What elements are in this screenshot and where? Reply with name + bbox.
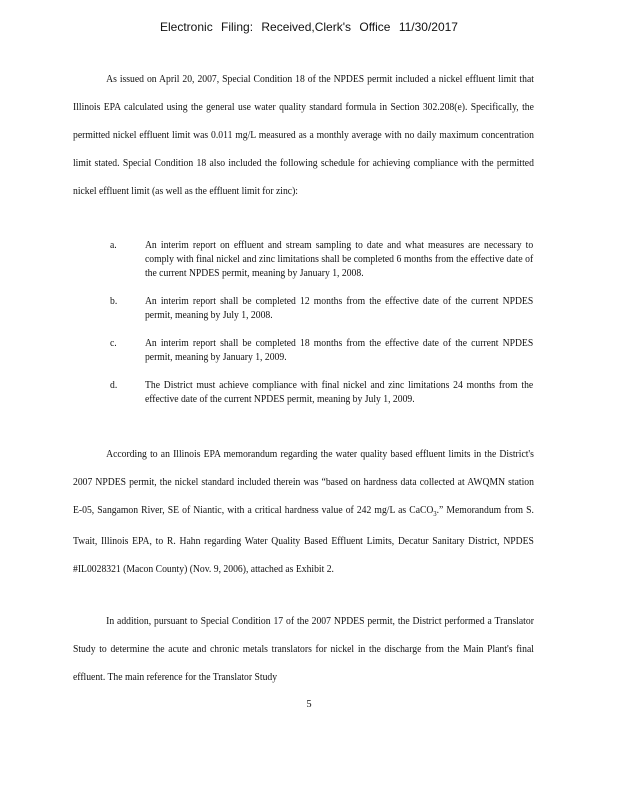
paragraph-3-text: In addition, pursuant to Special Condition 17 of the 2007 NPDES permit, the District performed a Translator Study to determine the acute and chronic metals translators for nickel in the discharge from the Main Plant's final effluent. The main reference for the Translator Study bbox=[73, 616, 534, 683]
list-marker: d. bbox=[110, 380, 118, 391]
compliance-schedule-list bbox=[110, 239, 533, 421]
list-item bbox=[110, 295, 533, 323]
paragraph-translator-study bbox=[73, 608, 534, 692]
list-marker: a. bbox=[110, 240, 117, 251]
list-marker: b. bbox=[110, 296, 118, 307]
list-item-text: An interim report shall be completed 18 months from the effective date of the current NPDES permit, meaning by January 1, 2009. bbox=[144, 338, 534, 363]
list-item bbox=[110, 379, 533, 407]
paragraph-2-text-after: .” Memorandum from S. Twait, Illinois EPA, to R. Hahn regarding Water Quality Based Effluent Limits, Decatur Sanitary District, NPDES #IL0028321 (Macon County) (Nov. 9, 2006), attached as Exhibit 2. bbox=[73, 505, 534, 576]
paragraph-1-text: As issued on April 20, 2007, Special Condition 18 of the NPDES permit included a nickel effluent limit that Illinois EPA calculated using the general use water quality standard formula in Section 302.208(e). Specifically, the permitted nickel effluent limit was 0.011 mg/L measured as a monthly average with no daily maximum concentration limit stated. Special Condition 18 also included the following schedule for achieving compliance with the permitted nickel effluent limit (as well as the effluent limit for zinc): bbox=[73, 74, 534, 197]
list-marker: c. bbox=[110, 338, 117, 349]
paragraph-epa-memorandum bbox=[73, 441, 534, 584]
list-item-text: An interim report shall be completed 12 months from the effective date of the current NPDES permit, meaning by July 1, 2008. bbox=[144, 296, 534, 321]
list-item-text: An interim report on effluent and stream sampling to date and what measures are necessary to comply with final nickel and zinc limitations shall be completed 6 months from the effective date of the current NPDES permit, meaning by January 1, 2008. bbox=[144, 240, 534, 279]
paragraph-2-text-before: According to an Illinois EPA memorandum regarding the water quality based effluent limits in the District's 2007 NPDES permit, the nickel standard included therein was “based on hardness data collected at AWQMN station E-05, Sangamon River, SE of Niantic, with a critical hardness value of 242 mg/L as CaCO bbox=[73, 449, 534, 516]
list-item bbox=[110, 239, 533, 281]
subscript-three: 3 bbox=[433, 510, 437, 519]
list-item bbox=[110, 337, 533, 365]
paragraph-special-condition-18 bbox=[73, 66, 534, 206]
page-number: 5 bbox=[306, 699, 312, 710]
list-item-text: The District must achieve compliance with final nickel and zinc limitations 24 months from the effective date of the current NPDES permit, meaning by July 1, 2009. bbox=[144, 380, 534, 405]
filing-header: Electronic Filing: Received,Clerk's Office 11/30/2017 bbox=[160, 20, 458, 34]
